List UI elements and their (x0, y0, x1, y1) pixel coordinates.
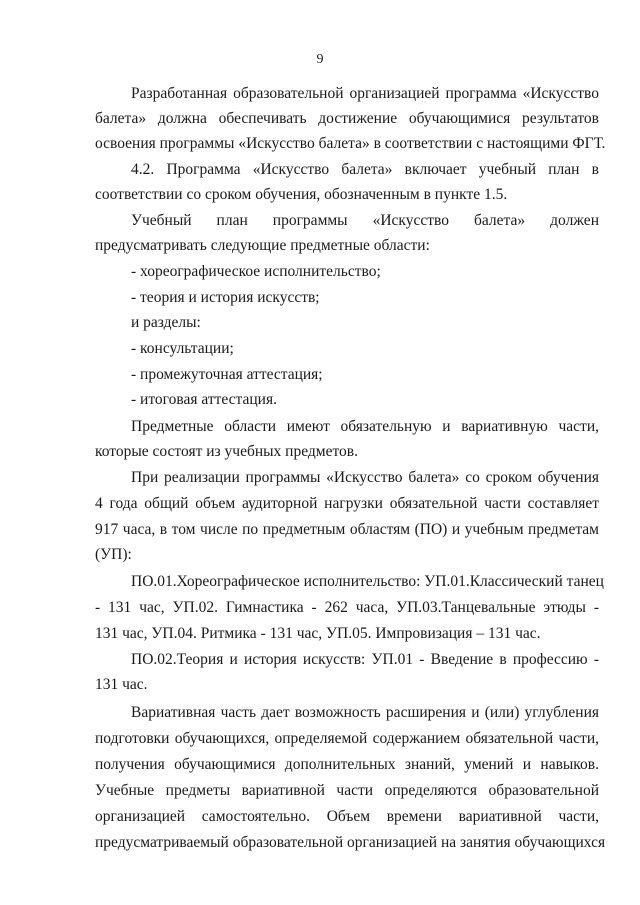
text-line: ПО.02.Теория и история искусств: УП.01 - Введение в профессию - (131, 651, 599, 668)
text-line: 131 час, УП.04. Ритмика - 131 час, УП.05. Импровизация – 131 час. (95, 625, 541, 642)
text-line: Предметные области имеют обязательную и вариативную части, (131, 418, 599, 435)
text-line: предусматривать следующие предметные области: (95, 237, 430, 254)
text-line: получения обучающимися дополнительных знаний, умений и навыков. (95, 756, 599, 773)
text-line: ПО.01.Хореографическое исполнительство: УП.01.Классический танец (131, 573, 604, 590)
text-line: Учебный план программы «Искусство балета» должен (131, 212, 599, 229)
text-line: соответствии со сроком обучения, обозначенным в пункте 1.5. (95, 186, 508, 203)
text-line: Учебные предметы вариативной части определяются образовательной (95, 782, 599, 799)
list-item: - теория и история искусств; (131, 289, 320, 306)
text-line: подготовки обучающихся, определяемой содержанием обязательной части, (95, 730, 599, 747)
text-line: предусматриваемый образовательной организацией на занятия обучающихся (95, 834, 606, 851)
text-line: - 131 час, УП.02. Гимнастика - 262 часа, УП.03.Танцевальные этюды - (95, 599, 599, 616)
text-line: балета» должна обеспечивать достижение обучающимися результатов (95, 110, 599, 127)
text-line: Разработанная образовательной организацией программа «Искусство (131, 85, 599, 102)
text-line: и разделы: (131, 314, 201, 331)
text-line: 917 часа, в том числе по предметным областям (ПО) и учебным предметам (95, 521, 599, 538)
list-item: - промежуточная аттестация; (131, 366, 323, 383)
text-line: освоения программы «Искусство балета» в соответствии с настоящими ФГТ. (95, 135, 606, 152)
text-line: (УП): (95, 546, 132, 563)
text-line: 4.2. Программа «Искусство балета» включает учебный план в (131, 161, 599, 178)
list-item: - итоговая аттестация. (131, 391, 277, 408)
text-line: Вариативная часть дает возможность расширения и (или) углубления (131, 704, 599, 721)
list-item: - консультации; (131, 340, 234, 357)
text-line: 131 час. (95, 676, 148, 693)
list-item: - хореографическое исполнительство; (131, 263, 381, 280)
text-line: организацией самостоятельно. Объем времени вариативной части, (95, 808, 599, 825)
text-line: 4 года общий объем аудиторной нагрузки обязательной части составляет (95, 495, 599, 512)
page-number: 9 (316, 52, 324, 67)
text-line: При реализации программы «Искусство балета» со сроком обучения (131, 469, 599, 486)
text-line: которые состоят из учебных предметов. (95, 443, 358, 460)
